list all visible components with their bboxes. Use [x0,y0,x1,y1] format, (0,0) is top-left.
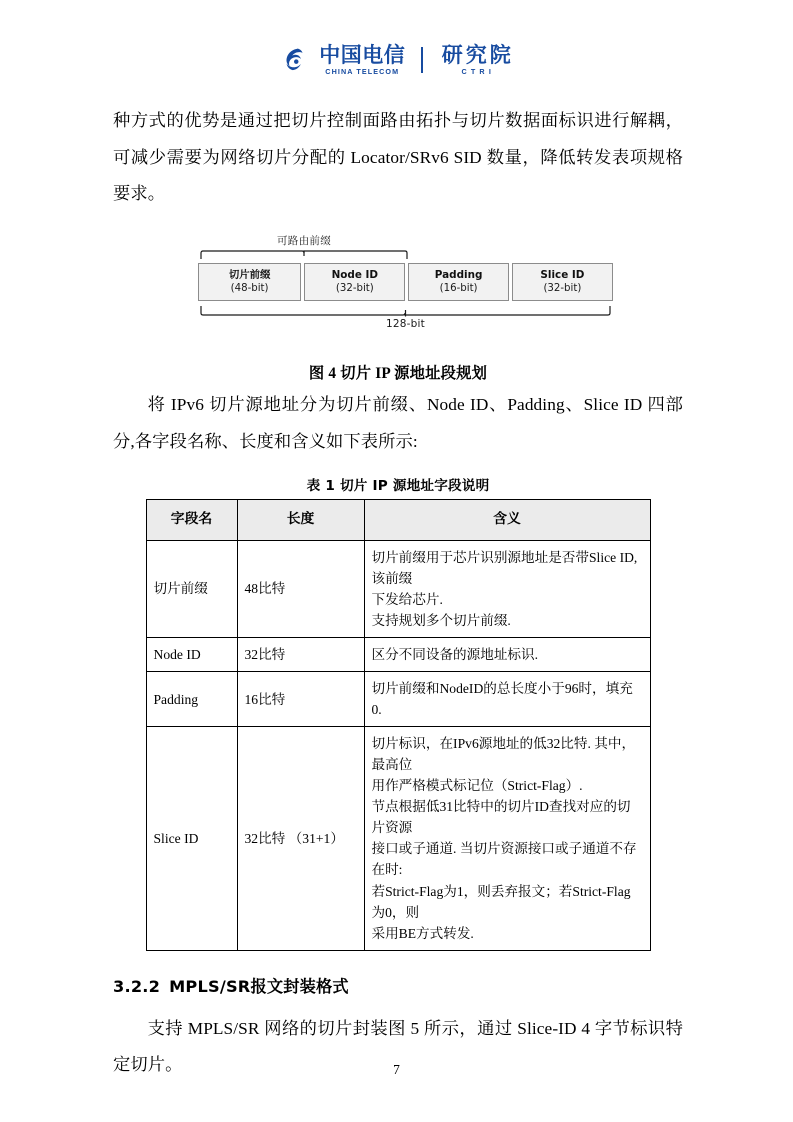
page-number: 7 [393,1062,400,1077]
desc-line: 支持规划多个切片前缀. [371,612,511,628]
column-header-meaning: 含义 [364,500,650,540]
table-header-row [146,500,650,540]
bit-field-name: Node ID [331,268,379,281]
institute-name-cn: 研究院 [441,43,514,67]
logo-divider [421,47,423,73]
section-title: MPLS/SR报文封装格式 [169,976,349,996]
routable-prefix-label: 可路由前缀 [277,234,331,247]
bit-field-name: 切片前缀 [228,268,271,281]
bit-field-name: Slice ID [540,268,585,281]
bit-field-width: (16-bit) [439,282,478,294]
table-row [146,671,650,726]
section-number: 3.2.2 [113,976,161,996]
bit-field-boxes [198,263,613,301]
cell-meaning [364,727,650,951]
desc-line: 若Strict-Flag为1，则丢弃报文；若Strict-Flag为0，则 [371,883,631,920]
column-header-field-name: 字段名 [146,500,237,540]
cell-meaning [364,671,650,726]
desc-line: 采用BE方式转发. [371,925,474,941]
figure-caption: 图 4 切片 IP 源地址段规划 [308,364,488,382]
cell-field-name: Padding [146,671,237,726]
desc-line: 用作严格模式标记位（Strict-Flag）. [371,778,583,794]
paragraph-closing: 支持 MPLS/SR 网络的切片封装图 5 所示，通过 Slice-ID 4 字节标识特定切片。 [113,1018,683,1075]
china-telecom-logo [279,44,514,75]
page-footer [0,1062,793,1078]
institute-name-block [439,44,514,75]
page-header [0,44,793,75]
desc-line: 切片标识，在IPv6源地址的低32比特. 其中，最高位 [371,736,636,773]
table-row [146,540,650,637]
bit-field-node-id [304,263,405,301]
bit-field-slice-id [512,263,613,301]
bit-field-slice-prefix [198,263,301,301]
desc-line: 区分不同设备的源地址标识. [371,646,539,662]
desc-line: 下发给芯片. [371,591,443,607]
cell-length: 48比特 [237,540,364,637]
cell-length: 32比特 [237,637,364,671]
cell-field-name: Slice ID [146,727,237,951]
paragraph-intro: 种方式的优势是通过把切片控制面路由拓扑与切片数据面标识进行解耦，可减少需要为网络切片分配的 Locator/SRv6 SID 数量，降低转发表项规格要求。 [113,111,683,204]
desc-line: 切片前缀和NodeID的总长度小于96时，填充0. [371,680,633,718]
slice-ip-field-table [146,499,651,950]
figure-address-layout [113,233,683,351]
document-content [113,103,683,1084]
paragraph-after-figure: 将 IPv6 切片源地址分为切片前缀、Node ID、Padding、Slice ID 四部分,各字段名称、长度和含义如下表所示: [113,394,683,451]
desc-line: 接口或子通道. 当切片资源接口或子通道不存在时: [371,841,637,878]
bit-field-width: (32-bit) [543,282,582,294]
bit-field-padding [408,263,508,301]
institute-name-en: CTRI [461,67,496,77]
total-length-label: 128-bit [386,317,425,330]
bit-field-name: Padding [434,268,483,281]
brand-name-en: CHINA TELECOM [325,67,400,77]
desc-line: 节点根据低31比特中的切片ID查找对应的切片资源 [371,799,631,836]
cell-meaning [364,540,650,637]
column-header-length: 长度 [237,500,364,540]
cell-length: 16比特 [237,671,364,726]
table-caption: 表 1 切片 IP 源地址字段说明 [306,478,490,495]
bit-field-width: (48-bit) [230,282,269,294]
routable-prefix-bracket-icon [200,250,408,260]
china-telecom-logo-icon [279,44,310,75]
brand-name-cn: 中国电信 [319,43,406,67]
bit-field-width: (32-bit) [335,282,374,294]
total-length-bracket-icon [200,305,611,317]
section-heading [113,973,683,997]
cell-field-name: 切片前缀 [146,540,237,637]
desc-line: 切片前缀用于芯片识别源地址是否带Slice ID, 该前缀 [371,549,638,586]
table-row [146,727,650,951]
cell-meaning [364,637,650,671]
cell-field-name: Node ID [146,637,237,671]
brand-name-block [319,44,405,75]
cell-length: 32比特 （31+1） [237,727,364,951]
table-row [146,637,650,671]
